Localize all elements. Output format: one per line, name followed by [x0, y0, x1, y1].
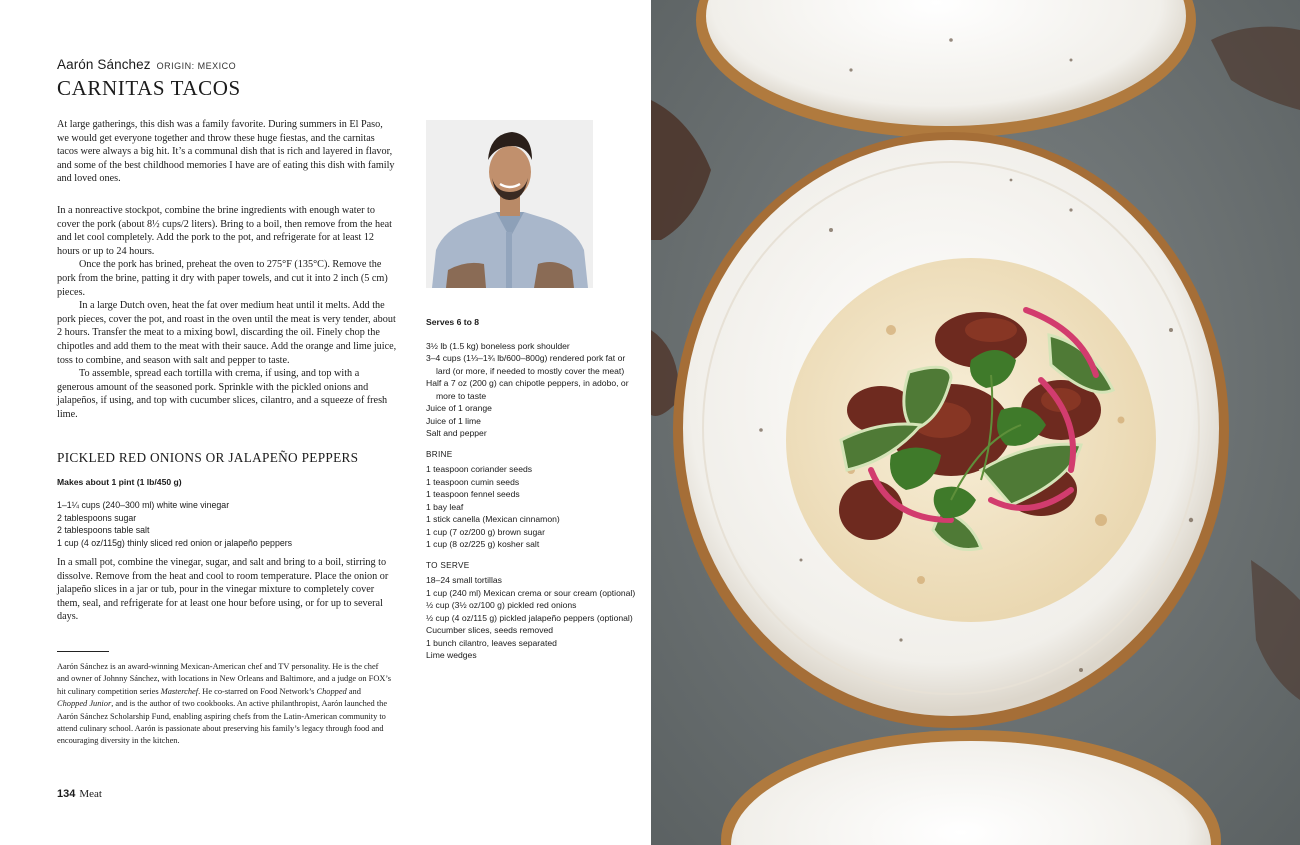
chef-portrait — [426, 120, 593, 288]
ingredient-item: 18–24 small tortillas — [426, 575, 502, 585]
recipe-title: CARNITAS TACOS — [57, 76, 241, 100]
brine-heading: BRINE — [426, 449, 453, 459]
recipe-intro: At large gatherings, this dish was a family favorite. During summers in El Paso, we would get everyone together and throw these huge fiestas, and the carnitas tacos were always a big hit. It’s a communal dish that is rich and layered in flavor, and some of the best childhood memories I have are of eating this dish with family and loved ones. — [57, 119, 395, 185]
ingredient-item: Salt and pepper — [426, 428, 487, 438]
ingredient-item: Half a 7 oz (200 g) can chipotle peppers, in adobo, or more to taste — [426, 378, 629, 401]
ingredient-item: 1 teaspoon fennel seeds — [426, 489, 520, 499]
ingredient-item: 1 teaspoon cumin seeds — [426, 476, 520, 487]
page-footer — [57, 784, 102, 802]
food-photo — [651, 0, 1300, 845]
bio-text: , and is the author of two cookbooks. An active philanthropist, Aarón launched the Aarón Sánchez Scholarship Fund, enabling aspiring chefs from the Latin-American community to attend culinary school. Aarón is passionate about preserving his family’s legacy through food and encouraging diversity in the kitchen. — [57, 699, 388, 746]
chef-byline — [57, 56, 236, 74]
to-serve-heading: TO SERVE — [426, 560, 470, 570]
method-step: To assemble, spread each tortilla with crema, if using, and top with a generous amount of the seasoned pork. Sprinkle with the pickled onions and jalapeños, if using, and top with cucumber slices, cilantro, and a squeeze of fresh lime. — [57, 368, 388, 420]
chef-bio — [57, 661, 392, 748]
show-title: Masterchef — [160, 686, 199, 696]
pickled-yield: Makes about 1 pint (1 lb/450 g) — [57, 477, 182, 487]
ingredients-column — [426, 316, 636, 662]
ingredient-item: 1 cup (8 oz/225 g) kosher salt — [426, 539, 540, 549]
bio-divider — [57, 651, 109, 652]
method-step: In a large Dutch oven, heat the fat over medium heat until it melts. Add the pork pieces, cover the pot, and roast in the oven until the meat is very tender, about 2 hours. Transfer the meat to a mixing bowl, discarding the oil. Finely chop the chipotles and add them to the meat with their sauce. Add the orange and lime juice, toss to combine, and season with salt and pepper to taste. — [57, 300, 397, 366]
ingredient-item: 3–4 cups (1⅓–1¾ lb/600–800g) rendered pork fat or lard (or more, if needed to mostly cover the meat) — [426, 353, 626, 376]
show-title: Chopped Junior — [57, 699, 112, 709]
show-title: Chopped — [316, 686, 347, 696]
pickled-ingredients — [57, 499, 292, 549]
to-serve-ingredients — [426, 574, 636, 662]
ingredient-item: 1 teaspoon coriander seeds — [426, 464, 533, 474]
ingredient-item: 1 bay leaf — [426, 501, 464, 512]
section-name: Meat — [79, 788, 102, 800]
origin-label: ORIGIN: MEXICO — [156, 61, 237, 71]
ingredient-item: 2 tablespoons sugar — [57, 512, 137, 523]
ingredient-item: 1 stick canella (Mexican cinnamon) — [426, 514, 560, 524]
ingredient-item: 1–1¼ cups (240–300 ml) white wine vinegar — [57, 500, 230, 510]
pickled-method: In a small pot, combine the vinegar, sugar, and salt and bring to a boil, stirring to dissolve. Remove from the heat and cool to room temperature. Place the onion or jalapeño slices in a jar or tub, pour in the vinegar mixture to completely cover them, seal, and refrigerate for at least one hour before using, or for up to several days. — [57, 557, 389, 623]
bio-text: Aarón Sánchez is an award-winning Mexican-American chef and TV personality. He is the chef and owner of Johnny Sánchez, with locations in New Orleans and Baltimore, and a judge on FOX’s hit culinary competition series — [57, 662, 391, 696]
page-number: 134 — [57, 788, 76, 800]
ingredient-item: 1 cup (240 ml) Mexican crema or sour cream (optional) — [426, 587, 636, 598]
ingredient-item: Juice of 1 lime — [426, 415, 481, 426]
bio-text: and — [346, 686, 361, 696]
ingredient-item: 1 cup (4 oz/115g) thinly sliced red onion or jalapeño peppers — [57, 537, 293, 548]
chef-name: Aarón Sánchez — [57, 57, 151, 72]
brine-ingredients — [426, 463, 636, 551]
servings: Serves 6 to 8 — [426, 317, 480, 327]
ingredient-item: 2 tablespoons table salt — [57, 525, 150, 536]
ingredient-item: Lime wedges — [426, 650, 477, 660]
chef-portrait-image — [426, 120, 593, 288]
method-step: Once the pork has brined, preheat the oven to 275°F (135°C). Remove the pork from the brine, patting it dry with paper towels, and cut it into 2 inch (5 cm) pieces. — [57, 259, 388, 298]
ingredient-item: Cucumber slices, seeds removed — [426, 625, 554, 635]
ingredient-item: 1 cup (7 oz/200 g) brown sugar — [426, 526, 545, 537]
recipe-method — [57, 204, 397, 422]
bio-text: . He co-starred on Food Network’s — [198, 686, 317, 696]
ingredient-item: 3½ lb (1.5 kg) boneless pork shoulder — [426, 340, 570, 351]
ingredient-item: ½ cup (4 oz/115 g) pickled jalapeño peppers (optional) — [426, 612, 633, 623]
tacos-photo-image — [651, 0, 1300, 845]
pickled-title: PICKLED RED ONIONS OR JALAPEÑO PEPPERS — [57, 450, 359, 465]
ingredient-item: Juice of 1 orange — [426, 403, 492, 413]
ingredient-item: 1 bunch cilantro, leaves separated — [426, 637, 557, 648]
main-ingredients — [426, 340, 636, 440]
ingredient-item: ½ cup (3½ oz/100 g) pickled red onions — [426, 600, 577, 610]
method-step: In a nonreactive stockpot, combine the brine ingredients with enough water to cover the pork (about 8½ cups/2 liters). Bring to a boil, then remove from the heat and let cool completely. Add the pork to the pot, and refrigerate for at least 12 hours or up to 24 hours. — [57, 205, 392, 257]
